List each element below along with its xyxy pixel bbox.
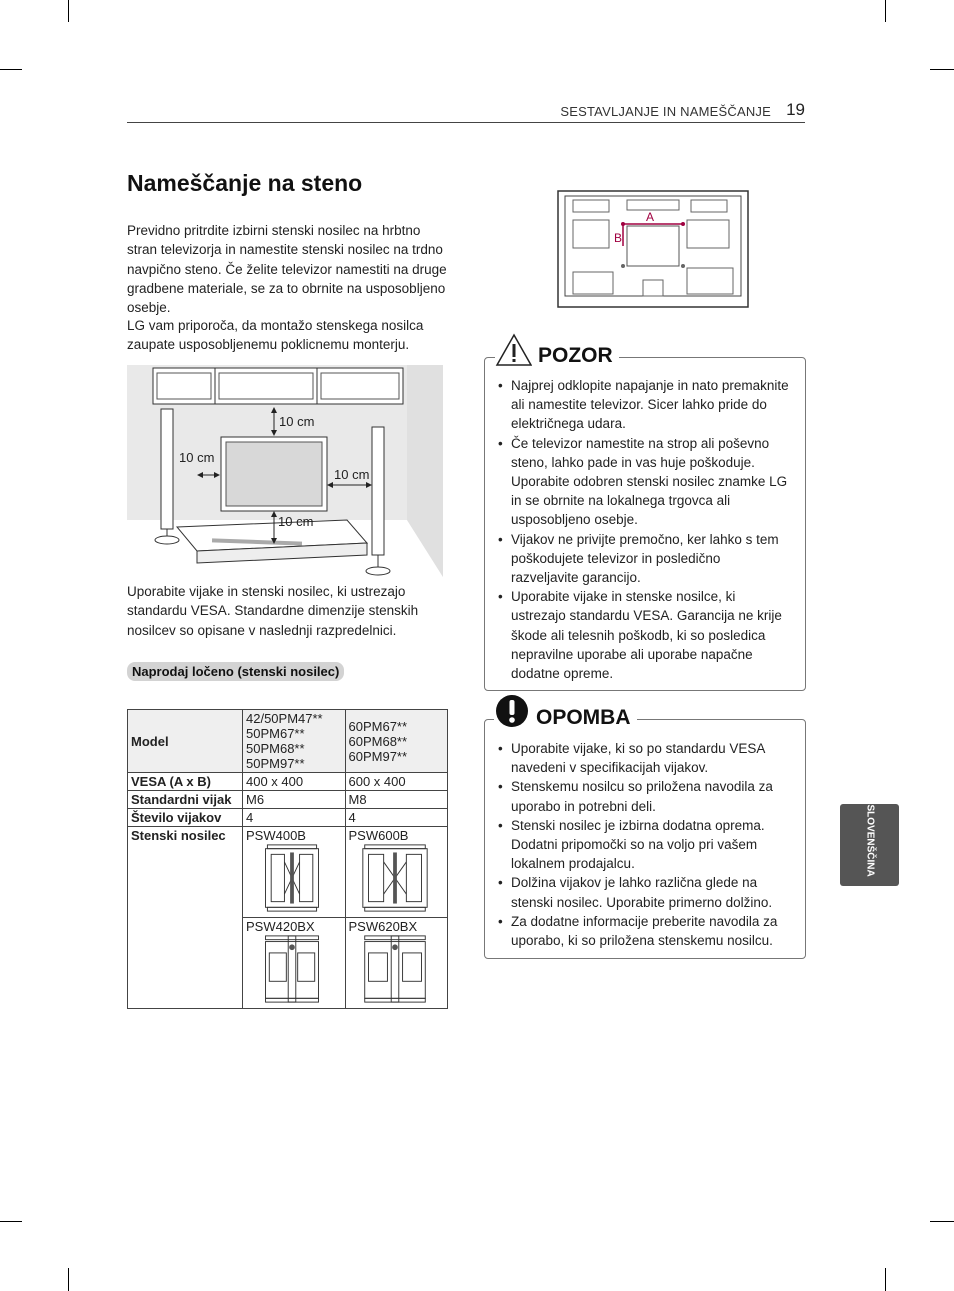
bracket-icon — [246, 934, 338, 1004]
crop-mark — [68, 1268, 69, 1291]
bracket-cell-b2: PSW620BX — [345, 918, 448, 1009]
bracket-cell-a1: PSW400B — [243, 827, 346, 918]
table-row — [128, 710, 448, 773]
sold-separately-label: Naprodaj ločeno (stenski nosilec) — [127, 662, 344, 681]
vesa-b: 600 x 400 — [345, 773, 448, 791]
bracket-icon — [349, 843, 441, 913]
bracket-icon — [349, 934, 441, 1004]
bracket-icon — [246, 843, 338, 913]
note-icon — [494, 694, 530, 728]
intro-paragraph-1: Previdno pritrdite izbirni stenski nosilec na hrbtno stran televizorja in namestite stenski nosilec na trdno navpično steno. Če želite televizor namestiti na druge gradbene materiale, se za to obrnite na usposobljeno osebje. — [127, 223, 447, 316]
crop-mark — [0, 69, 22, 70]
screw-label: Standardni vijak — [128, 791, 243, 809]
language-tab — [840, 804, 899, 886]
page-header — [127, 100, 805, 123]
caution-item: • Najprej odklopite napajanje in nato premaknite ali namestite televizor. Sicer lahko pride do električnega udara. — [485, 376, 791, 434]
language-tab-label: SLOVENŠČINA — [864, 804, 876, 877]
note-item: • Stenski nosilec je izbirna dodatna oprema. Dodatni pripomočki so na voljo pri vašem lokalnem prodajalcu. — [485, 816, 791, 874]
tv-back-illustration — [557, 190, 749, 308]
count-b: 4 — [345, 809, 448, 827]
note-box — [484, 719, 806, 959]
model-label: Model — [128, 710, 243, 773]
vesa-paragraph: Uporabite vijake in stenski nosilec, ki ustrezajo standardu VESA. Standardne dimenzije stenskih nosilcev so opisane v naslednji razpredelnici. — [127, 584, 419, 638]
label-b: B — [614, 231, 623, 245]
caution-item: • Če televizor namestite na strop ali poševno steno, lahko pade in vas huje poškoduje. Uporabite odobren stenski nosilec znamke LG in se obrnite na lokalnega trgovca ali usposobljeno osebje. — [485, 434, 791, 530]
crop-mark — [0, 1221, 22, 1222]
table-row — [128, 809, 448, 827]
table-row — [128, 791, 448, 809]
caution-item: • Vijakov ne privijte premočno, ker lahko s tem poškodujete televizor in posledično razveljavite garancijo. — [485, 530, 791, 588]
table-row — [128, 827, 448, 918]
note-item: • Uporabite vijake, ki so po standardu VESA navedeni v specifikacijah vijakov. — [485, 739, 791, 777]
bracket-label: Stenski nosilec — [128, 827, 243, 1009]
wall-mount-illustration — [127, 365, 443, 577]
label-bottom: 10 cm — [278, 514, 314, 529]
crop-mark — [930, 69, 954, 70]
screw-b: M8 — [345, 791, 448, 809]
page-title: Nameščanje na steno — [127, 170, 363, 196]
vesa-label: VESA (A x B) — [128, 773, 243, 791]
note-item: • Dolžina vijakov je lahko različna glede na stenski nosilec. Uporabite primerno dolžino. — [485, 873, 791, 911]
screw-a: M6 — [243, 791, 346, 809]
intro-paragraph-2: LG vam priporoča, da montažo stenskega nosilca zaupate usposobljenemu poklicnemu monterju. — [127, 318, 424, 353]
crop-mark — [68, 0, 69, 22]
bracket-cell-b1: PSW600B — [345, 827, 448, 918]
table-row — [128, 773, 448, 791]
crop-mark — [885, 0, 886, 22]
label-a: A — [646, 210, 655, 224]
crop-mark — [885, 1268, 886, 1291]
label-right: 10 cm — [334, 467, 370, 482]
caution-title: POZOR — [532, 344, 619, 368]
page-number: 19 — [786, 100, 805, 119]
vesa-a: 400 x 400 — [243, 773, 346, 791]
count-a: 4 — [243, 809, 346, 827]
warning-icon — [495, 333, 533, 367]
bracket-cell-a2: PSW420BX — [243, 918, 346, 1009]
section-title: SESTAVLJANJE IN NAMEŠČANJE — [560, 104, 771, 119]
count-label: Število vijakov — [128, 809, 243, 827]
model-b: 60PM67** 60PM68** 60PM97** — [345, 710, 448, 773]
caution-item: • Uporabite vijake in stenske nosilce, ki ustrezajo standardu VESA. Garancija ne krije škode ali telesnih poškodb, ki so posledica nepravilne uporabe ali uporabe napačne dodatne opreme. — [485, 587, 791, 683]
crop-mark — [930, 1221, 954, 1222]
label-left: 10 cm — [179, 450, 215, 465]
label-top: 10 cm — [279, 414, 315, 429]
note-title: OPOMBA — [530, 706, 637, 730]
note-item: • Za dodatne informacije preberite navodila za uporabo, ki so priložena stenskemu nosilcu. — [485, 912, 791, 950]
caution-box — [484, 357, 806, 691]
note-item: • Stenskemu nosilcu so priložena navodila za uporabo in potrebni deli. — [485, 777, 791, 815]
spec-table — [127, 709, 448, 1009]
model-a: 42/50PM47** 50PM67** 50PM68** 50PM97** — [243, 710, 346, 773]
